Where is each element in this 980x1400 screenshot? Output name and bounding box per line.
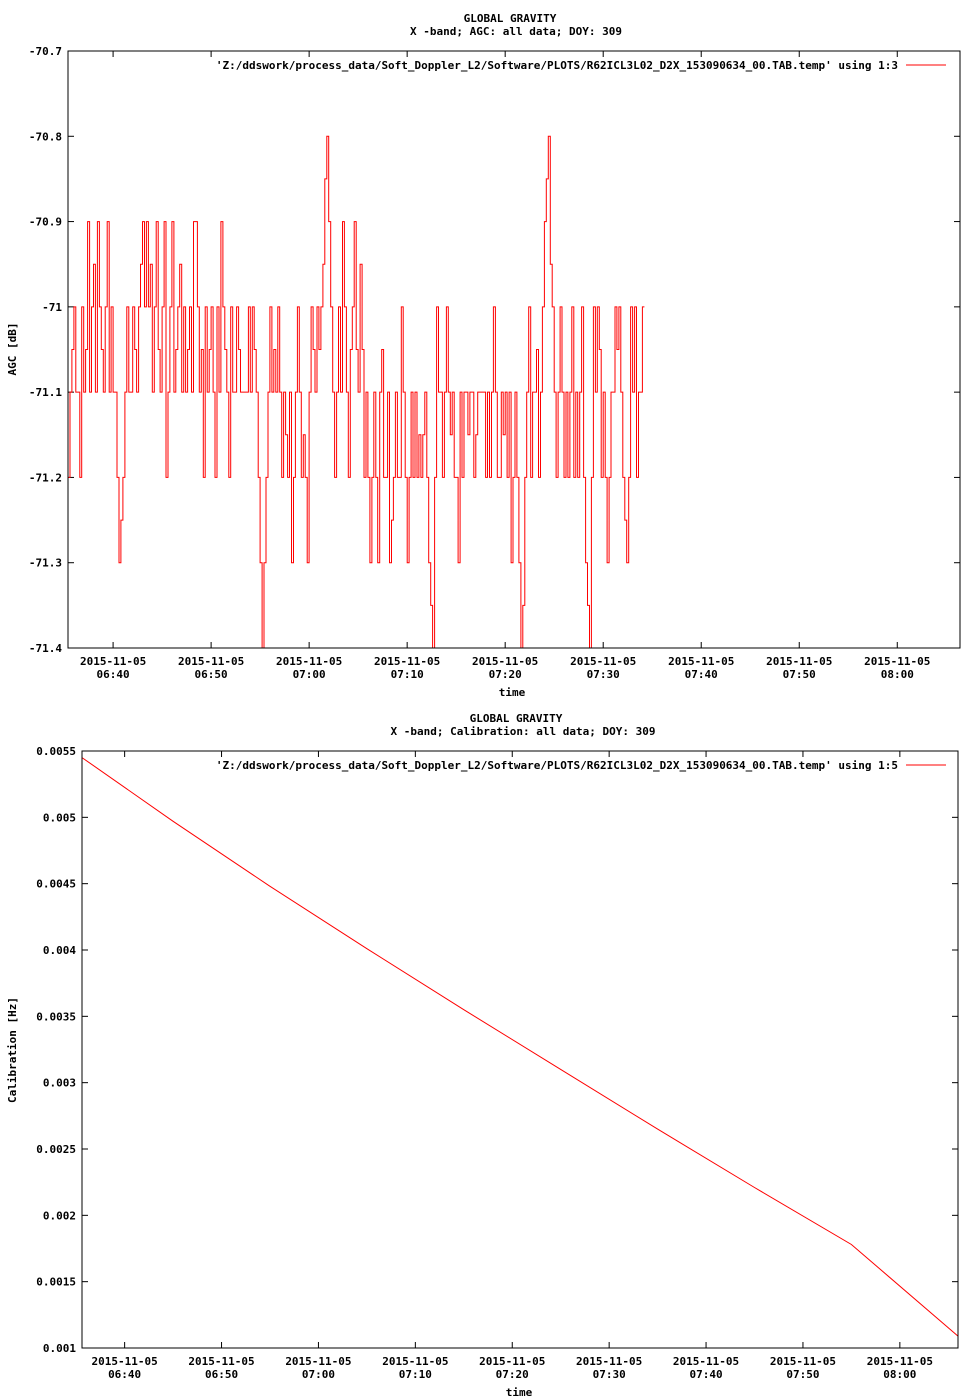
x-tick-time-label: 07:00: [292, 668, 326, 681]
x-tick-date-label: 2015-11-05: [472, 655, 539, 668]
x-tick-date-label: 2015-11-05: [864, 655, 931, 668]
y-tick-label: 0.001: [42, 1342, 76, 1355]
legend-label: 'Z:/ddswork/process_data/Soft_Doppler_L2/Software/PLOTS/R62ICL3L02_D2X_153090634_00.TAB.temp' using 1:3: [215, 59, 898, 72]
y-tick-label: 0.004: [42, 944, 76, 957]
series-line: [68, 136, 644, 648]
y-tick-label: -70.7: [28, 45, 62, 58]
x-tick-time-label: 06:50: [194, 668, 228, 681]
x-tick-date-label: 2015-11-05: [866, 1355, 933, 1368]
x-tick-date-label: 2015-11-05: [668, 655, 735, 668]
x-tick-date-label: 2015-11-05: [382, 1355, 449, 1368]
x-tick-date-label: 2015-11-05: [188, 1355, 255, 1368]
y-tick-label: -70.8: [28, 130, 62, 144]
x-tick-date-label: 2015-11-05: [769, 1355, 837, 1368]
y-tick-label: -70.9: [28, 215, 62, 229]
agc-series: [68, 136, 644, 648]
y-tick-label: 0.0055: [36, 745, 76, 758]
y-tick-label: -71.2: [28, 471, 62, 485]
x-tick-time-label: 06:50: [204, 1368, 239, 1381]
x-tick-time-label: 07:20: [488, 668, 522, 681]
x-tick-time-label: 06:40: [96, 668, 130, 681]
x-tick-date-label: 2015-11-05: [479, 1355, 546, 1368]
plot-frame: [82, 751, 958, 1348]
y-tick-label: 0.003: [42, 1076, 76, 1090]
series-line: [82, 758, 958, 1337]
x-tick-time-label: 07:10: [390, 668, 424, 681]
x-tick-date-label: 2015-11-05: [576, 1355, 643, 1368]
y-tick-label: 0.0025: [36, 1143, 76, 1156]
x-tick-time-label: 07:10: [398, 1368, 432, 1381]
x-tick-date-label: 2015-11-05: [672, 1355, 740, 1368]
x-tick-time-label: 07:30: [592, 1368, 626, 1381]
x-tick-date-label: 2015-11-05: [177, 655, 245, 668]
x-tick-time-label: 07:50: [786, 1368, 820, 1381]
x-tick-time-label: 07:50: [782, 668, 816, 681]
calibration-chart: [6, 712, 958, 1399]
calibration-ticks: [36, 745, 958, 1381]
chart-subtitle: X -band; Calibration: all data; DOY: 309: [390, 725, 656, 738]
x-axis-label: time: [505, 1386, 533, 1399]
x-tick-time-label: 07:40: [684, 668, 718, 681]
x-tick-date-label: 2015-11-05: [766, 655, 833, 668]
x-tick-time-label: 07:30: [586, 668, 620, 681]
x-tick-date-label: 2015-11-05: [91, 1355, 158, 1368]
legend-label: 'Z:/ddswork/process_data/Soft_Doppler_L2/Software/PLOTS/R62ICL3L02_D2X_153090634_00.TAB.temp' using 1:5: [215, 759, 898, 772]
x-tick-time-label: 07:00: [301, 1368, 336, 1381]
x-tick-date-label: 2015-11-05: [374, 655, 441, 668]
y-tick-label: -71: [42, 300, 62, 314]
x-tick-date-label: 2015-11-05: [285, 1355, 352, 1368]
x-tick-time-label: 06:40: [108, 1368, 142, 1381]
x-tick-date-label: 2015-11-05: [570, 655, 637, 668]
chart-subtitle: X -band; AGC: all data; DOY: 309: [410, 25, 622, 38]
agc-ticks: [29, 45, 960, 681]
y-tick-label: 0.002: [42, 1209, 76, 1223]
x-tick-time-label: 08:00: [880, 668, 914, 681]
y-tick-label: -71.3: [28, 556, 62, 570]
chart-title: GLOBAL GRAVITY: [469, 712, 563, 725]
y-tick-label: 0.0045: [36, 877, 76, 891]
x-tick-time-label: 07:20: [495, 1368, 529, 1381]
agc-chart: [6, 12, 960, 699]
y-tick-label: 0.0015: [36, 1275, 76, 1289]
x-axis-label: time: [498, 686, 526, 699]
y-axis-label: AGC [dB]: [6, 322, 19, 376]
y-tick-label: -71.4: [28, 642, 62, 655]
y-axis-label: Calibration [Hz]: [6, 997, 19, 1103]
y-tick-label: 0.005: [42, 811, 76, 825]
x-tick-time-label: 08:00: [883, 1368, 917, 1381]
chart-title: GLOBAL GRAVITY: [463, 12, 557, 25]
calibration-series: [82, 758, 958, 1337]
x-tick-date-label: 2015-11-05: [79, 655, 147, 668]
y-tick-label: -71.1: [28, 386, 62, 400]
x-tick-date-label: 2015-11-05: [276, 655, 343, 668]
x-tick-time-label: 07:40: [689, 1368, 723, 1381]
y-tick-label: 0.0035: [36, 1010, 76, 1024]
